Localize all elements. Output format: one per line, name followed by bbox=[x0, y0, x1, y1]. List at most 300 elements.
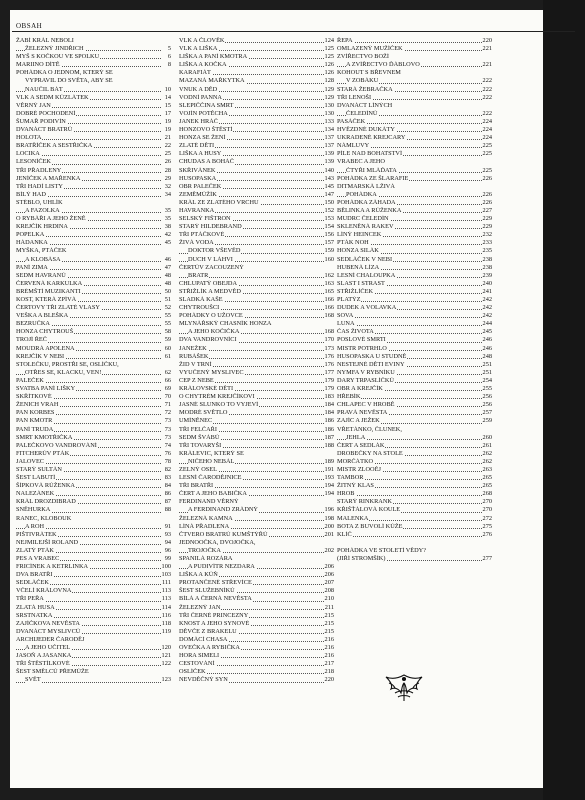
toc-dot-leader bbox=[337, 42, 482, 43]
toc-entry bbox=[337, 191, 492, 199]
toc-page-number: 218 bbox=[324, 668, 334, 676]
toc-entry bbox=[179, 256, 334, 264]
toc-page-number: 103 bbox=[161, 571, 171, 579]
toc-page-number: 251 bbox=[482, 368, 492, 376]
toc-entry bbox=[16, 69, 171, 77]
toc-entry-title: JEHLA bbox=[346, 433, 366, 441]
toc-page-number: 66 bbox=[161, 377, 171, 385]
toc-entry-title: HUBENÁ LÍZA bbox=[337, 263, 380, 271]
toc-entry-title: OBR PALEČEK bbox=[179, 182, 222, 190]
toc-page-number: 207 bbox=[324, 579, 334, 587]
toc-entry-title: MAZANÁ MAŘKYTKA bbox=[179, 77, 245, 85]
toc-entry bbox=[179, 498, 334, 506]
toc-entry-title: MLYNÁŘSKÝ CHASNÍK HONZA bbox=[179, 320, 272, 328]
toc-entry bbox=[337, 377, 492, 385]
toc-entry bbox=[16, 61, 171, 69]
toc-entry bbox=[179, 150, 334, 158]
toc-entry bbox=[337, 401, 492, 409]
toc-entry bbox=[179, 450, 334, 458]
toc-entry bbox=[16, 668, 171, 676]
toc-entry-title: ČERTOVY TŘI ZLATÉ VLASY bbox=[16, 304, 100, 312]
toc-entry bbox=[179, 466, 334, 474]
toc-entry-title: LESNÍ CHALOUPKA bbox=[337, 271, 396, 279]
toc-entry-title: SLAST I STRAST bbox=[337, 279, 385, 287]
toc-entry-title: (JIŘÍ STROMŠÍK) bbox=[337, 555, 386, 562]
toc-entry-title: LIŠKA A KŮŇ bbox=[179, 571, 218, 579]
toc-entry-title: VLK A SEDM KŮZLÁTEK bbox=[16, 93, 89, 101]
toc-entry bbox=[16, 377, 171, 385]
toc-entry-title: NEJMILEJŠÍ ROLAND bbox=[16, 538, 79, 546]
toc-entry bbox=[179, 94, 334, 102]
toc-page-number: 196 bbox=[324, 506, 334, 514]
toc-entry-title: STOLEČKU, PROSTŘI SE, OSLÍČKU, bbox=[16, 360, 119, 368]
toc-page-number: 220 bbox=[482, 37, 492, 44]
toc-page-number: 111 bbox=[162, 579, 171, 587]
toc-entry-title: ZAJÍČKOVA NEVĚSTA bbox=[16, 619, 80, 627]
toc-page-number: 240 bbox=[482, 279, 492, 287]
toc-entry bbox=[179, 676, 334, 684]
toc-page-number: 277 bbox=[482, 555, 492, 562]
toc-page-number: 5 bbox=[161, 45, 171, 53]
toc-page-number: 10 bbox=[161, 86, 171, 94]
toc-entry-title: STARÝ RINKRANK bbox=[337, 498, 392, 506]
toc-entry bbox=[16, 612, 171, 620]
toc-entry-title: VČELÍ KRÁLOVNA bbox=[16, 587, 72, 595]
toc-entry-title: UMÍNĚNEC bbox=[179, 417, 213, 425]
toc-page-number: 73 bbox=[161, 426, 171, 434]
toc-page-number: 128 bbox=[324, 77, 334, 85]
toc-page-number: 225 bbox=[482, 150, 492, 158]
toc-page-number: 210 bbox=[324, 595, 334, 603]
toc-entry-title: POHÁDKA ZE ŠLARAFIE bbox=[337, 174, 409, 182]
toc-page-number: 113 bbox=[161, 595, 171, 603]
toc-entry bbox=[337, 353, 492, 361]
toc-entry bbox=[179, 604, 334, 612]
toc-entry bbox=[337, 272, 492, 280]
toc-entry bbox=[16, 442, 171, 450]
toc-page-number: 137 bbox=[324, 134, 334, 142]
toc-entry-title: MALENKA bbox=[337, 514, 369, 522]
toc-entry bbox=[337, 531, 492, 539]
toc-entry-title: STŘIŽLÍČEK bbox=[337, 287, 374, 295]
toc-entry bbox=[337, 167, 492, 175]
toc-entry bbox=[16, 134, 171, 142]
toc-page-number: 100 bbox=[161, 563, 171, 571]
toc-entry bbox=[179, 652, 334, 660]
toc-entry bbox=[16, 539, 171, 547]
toc-entry bbox=[179, 102, 334, 110]
toc-entry bbox=[337, 239, 492, 247]
toc-page-number: 113 bbox=[161, 587, 171, 595]
toc-page-number: 38 bbox=[161, 223, 171, 231]
toc-entry bbox=[16, 37, 171, 45]
toc-entry-title: ČERT A JEHO BABIČKA bbox=[179, 490, 247, 498]
toc-entry-title: DITMARSKÁ LŽIVÁ bbox=[337, 182, 395, 190]
toc-entry bbox=[337, 102, 492, 110]
ornament-icon bbox=[383, 673, 425, 703]
toc-entry bbox=[337, 247, 492, 255]
toc-entry-title: TŘI ČERNÉ PRINCEZNY bbox=[179, 611, 249, 619]
toc-page-number: 126 bbox=[324, 61, 334, 69]
toc-entry-title: HORA SIMELI bbox=[179, 652, 220, 660]
toc-column-1 bbox=[16, 37, 171, 685]
toc-page-number: 227 bbox=[482, 206, 492, 214]
toc-entry bbox=[337, 426, 492, 434]
toc-page-number: 72 bbox=[161, 409, 171, 417]
toc-entry-title: VRABEC A JEHO bbox=[337, 158, 385, 166]
toc-page-number: 238 bbox=[482, 263, 492, 271]
toc-entry bbox=[337, 77, 492, 85]
toc-entry bbox=[337, 126, 492, 134]
toc-entry bbox=[16, 595, 171, 603]
toc-entry bbox=[16, 555, 171, 563]
toc-entry bbox=[179, 231, 334, 239]
toc-entry bbox=[179, 353, 334, 361]
toc-entry-title: SLADKÁ KAŠE bbox=[179, 296, 223, 303]
toc-entry bbox=[179, 555, 334, 563]
toc-page-number: 262 bbox=[482, 449, 492, 457]
toc-entry bbox=[337, 506, 492, 514]
toc-entry-title: STARÁ ŽEBRAČKA bbox=[337, 85, 393, 93]
toc-entry bbox=[179, 37, 334, 45]
toc-entry bbox=[16, 385, 171, 393]
toc-entry-title: VYPRAVIL DO SVĚTA, ABY SE bbox=[25, 77, 113, 85]
toc-page-number: 84 bbox=[161, 482, 171, 490]
toc-page-number: 82 bbox=[161, 466, 171, 474]
toc-page-number: 246 bbox=[482, 336, 492, 344]
toc-entry bbox=[179, 304, 334, 312]
toc-page-number: 183 bbox=[324, 393, 334, 401]
toc-entry-title: TŘI LENOŠI bbox=[337, 93, 372, 101]
toc-entry bbox=[179, 247, 334, 255]
toc-entry bbox=[337, 296, 492, 304]
toc-entry bbox=[16, 94, 171, 102]
toc-page-number: 51 bbox=[161, 296, 171, 304]
toc-entry-title: OTŘES SE, KLACKU, VEN! bbox=[25, 368, 102, 376]
toc-entry bbox=[337, 118, 492, 126]
toc-entry bbox=[179, 579, 334, 587]
toc-entry bbox=[16, 336, 171, 344]
toc-entry-title: VNUK A DĚD bbox=[179, 85, 218, 93]
toc-entry bbox=[179, 377, 334, 385]
toc-page-number: 215 bbox=[324, 619, 334, 627]
toc-entry bbox=[16, 571, 171, 579]
toc-entry bbox=[16, 183, 171, 191]
toc-page-number: 15 bbox=[161, 102, 171, 110]
toc-entry bbox=[337, 523, 492, 531]
toc-page-number: 35 bbox=[161, 215, 171, 223]
toc-entry bbox=[179, 86, 334, 94]
toc-entry-title: O CHYTRÉM KREJČÍKOVI bbox=[179, 393, 255, 401]
toc-page-number: 260 bbox=[482, 433, 492, 441]
toc-entry bbox=[16, 110, 171, 118]
toc-entry-title: DOMÁCÍ CHASA bbox=[179, 635, 228, 643]
toc-entry bbox=[179, 264, 334, 272]
toc-entry-title: STARÝ SULTÁN bbox=[16, 465, 62, 473]
toc-entry bbox=[179, 369, 334, 377]
toc-page-number: 206 bbox=[324, 563, 334, 571]
toc-entry-title: SKLENĚNÁ RAKEV bbox=[337, 223, 394, 231]
toc-page-number: 160 bbox=[324, 255, 334, 263]
toc-entry-title: ŠEST SMĚLCŮ PŘEMŮŽE bbox=[16, 668, 89, 676]
toc-entry-title: SOVA bbox=[337, 312, 354, 320]
toc-entry-title: ŽELEZNÝ JAN bbox=[179, 603, 221, 611]
toc-entry bbox=[337, 231, 492, 239]
toc-entry bbox=[16, 272, 171, 280]
toc-entry bbox=[16, 45, 171, 53]
toc-page-number: 176 bbox=[324, 352, 334, 360]
toc-page-number: 159 bbox=[324, 247, 334, 255]
toc-page-number: 123 bbox=[161, 676, 171, 684]
toc-entry-title: POHÁDKA ZÁHADA bbox=[337, 198, 396, 206]
toc-page-number: 58 bbox=[161, 328, 171, 336]
toc-entry-title: TAMBOR bbox=[337, 474, 364, 482]
toc-page-number: 193 bbox=[324, 474, 334, 482]
toc-entry bbox=[16, 426, 171, 434]
toc-entry bbox=[16, 86, 171, 94]
toc-entry bbox=[179, 571, 334, 579]
toc-entry-title: A KLOBÁSA bbox=[25, 255, 61, 263]
toc-entry-title: DOKTOR VŠEVĚD bbox=[188, 247, 241, 255]
toc-page-number: 130 bbox=[324, 109, 334, 117]
toc-entry-title: TŘI ŠTĚSTÍLKOVÉ bbox=[16, 660, 70, 668]
toc-entry bbox=[16, 280, 171, 288]
toc-entry bbox=[179, 620, 334, 628]
toc-entry-title: ŽELEZNÝ JINDŘICH bbox=[25, 45, 84, 53]
toc-page-number: 202 bbox=[324, 546, 334, 554]
toc-page-number: 129 bbox=[324, 85, 334, 93]
toc-entry bbox=[16, 328, 171, 336]
toc-page-number: 276 bbox=[482, 530, 492, 538]
toc-entry-title: VŘETÁNKO, ČLUNEK, bbox=[337, 425, 402, 433]
toc-entry bbox=[337, 110, 492, 118]
toc-entry-title: MARIINO DÍTĚ bbox=[16, 61, 60, 69]
toc-entry-title: MYŠ S KOČKOU VE SPOLKU bbox=[16, 53, 100, 61]
toc-page-number: 215 bbox=[324, 627, 334, 635]
toc-entry-title: PANÍ ZIMA bbox=[16, 263, 48, 271]
toc-page-number: 229 bbox=[482, 223, 492, 231]
toc-entry bbox=[337, 134, 492, 142]
toc-page-number: 248 bbox=[482, 352, 492, 360]
toc-page-number: 166 bbox=[324, 296, 334, 303]
toc-entry-title: OSLÍČEK bbox=[179, 668, 206, 676]
toc-entry bbox=[337, 94, 492, 102]
toc-entry bbox=[337, 158, 492, 166]
toc-page-number: 34 bbox=[161, 191, 171, 199]
toc-entry-title: JANEŽEK bbox=[179, 344, 207, 352]
toc-entry-title: LUNA bbox=[337, 320, 355, 328]
toc-entry-title: KRÁL ZE ZLATÉHO VRCHU bbox=[179, 198, 259, 206]
toc-entry-title: HUSOPASKA bbox=[179, 174, 217, 182]
toc-page-number: 73 bbox=[161, 434, 171, 442]
toc-entry-title: MUDRC ČELEDÍN bbox=[337, 215, 389, 223]
toc-entry-title: NEVDĚČNÝ SYN bbox=[179, 676, 228, 684]
toc-page-number: 42 bbox=[161, 231, 171, 239]
toc-entry bbox=[16, 628, 171, 636]
toc-entry bbox=[337, 215, 492, 223]
toc-entry bbox=[179, 61, 334, 69]
toc-entry bbox=[337, 53, 492, 61]
toc-entry-title: ŽID V TRNÍ bbox=[179, 360, 212, 368]
toc-dot-leader bbox=[337, 495, 482, 496]
toc-entry bbox=[179, 612, 334, 620]
toc-entry-title: ŽIVÁ VODA bbox=[179, 239, 214, 247]
toc-entry-title: OBR A KREJČÍK bbox=[337, 385, 383, 393]
toc-page-number: 168 bbox=[324, 328, 334, 336]
toc-page-number: 275 bbox=[482, 522, 492, 530]
toc-page-number: 22 bbox=[161, 142, 171, 150]
toc-page-number: 96 bbox=[161, 547, 171, 555]
toc-entry bbox=[179, 199, 334, 207]
toc-page-number: 256 bbox=[482, 393, 492, 401]
toc-entry-title: DOBRÉ POCHODENÍ bbox=[16, 109, 76, 117]
toc-page-number: 94 bbox=[161, 539, 171, 547]
toc-entry-title: VEŠKA A BLEŠKA bbox=[16, 312, 69, 320]
toc-entry bbox=[337, 150, 492, 158]
toc-entry bbox=[179, 272, 334, 280]
toc-entry bbox=[16, 77, 171, 85]
toc-page-number: 186 bbox=[324, 425, 334, 433]
toc-entry bbox=[179, 320, 334, 328]
toc-page-number: 46 bbox=[161, 256, 171, 264]
toc-entry bbox=[179, 547, 334, 555]
toc-entry bbox=[16, 239, 171, 247]
toc-entry-title: DĚVČE Z BRAKELU bbox=[179, 627, 237, 635]
toc-page-number: 152 bbox=[324, 206, 334, 214]
toc-page-number: 121 bbox=[161, 652, 171, 660]
toc-entry bbox=[179, 401, 334, 409]
toc-entry bbox=[179, 239, 334, 247]
toc-entry bbox=[337, 474, 492, 482]
toc-entry-title: ŽABÍ KRÁL NEBOLI bbox=[16, 37, 74, 44]
toc-page-number: 130 bbox=[324, 101, 334, 109]
toc-entry-title: A JEHO KOČIČKA bbox=[188, 328, 240, 336]
toc-entry-title: TROJOČKA bbox=[188, 546, 221, 554]
toc-page-number: 166 bbox=[324, 304, 334, 312]
toc-page-number: 177 bbox=[324, 368, 334, 376]
toc-entry-title: PROTANČENÉ STŘEVÍCE bbox=[179, 579, 252, 587]
toc-entry-title: BEZRUČKA bbox=[16, 320, 50, 328]
toc-page-number: 186 bbox=[324, 417, 334, 425]
toc-entry bbox=[179, 409, 334, 417]
toc-page-number: 50 bbox=[161, 288, 171, 296]
toc-page-number: 211 bbox=[324, 603, 334, 611]
toc-page-number: 224 bbox=[482, 126, 492, 134]
toc-entry bbox=[179, 158, 334, 166]
toc-entry bbox=[16, 636, 171, 644]
toc-entry-title: DROBEČKY NA STOLE bbox=[337, 449, 403, 457]
toc-entry-title: JEDNOOČKA, DVOJOČKA, bbox=[179, 538, 256, 546]
toc-page-number: 179 bbox=[324, 376, 334, 384]
toc-entry-title: HONZA CHYTROUŠ bbox=[16, 328, 74, 336]
toc-column-3 bbox=[337, 37, 492, 563]
toc-page-number: 14 bbox=[161, 94, 171, 102]
toc-page-number: 226 bbox=[482, 198, 492, 206]
toc-entry-title: VLK A LIŠKA bbox=[179, 45, 218, 53]
toc-page-number: 208 bbox=[324, 587, 334, 595]
toc-entry-title: LESONÍČEK bbox=[16, 158, 51, 166]
toc-page-number: 137 bbox=[324, 142, 334, 150]
toc-dot-leader bbox=[337, 536, 482, 537]
toc-entry-title: HVĚZDNÉ DUKÁTY bbox=[337, 126, 395, 134]
toc-entry-title: POHÁDKA bbox=[346, 190, 377, 198]
toc-page-number: 225 bbox=[482, 142, 492, 150]
toc-entry bbox=[16, 102, 171, 110]
toc-entry bbox=[16, 191, 171, 199]
toc-entry-title: FERDINAND VĚRNÝ bbox=[179, 498, 239, 506]
toc-page-number: 265 bbox=[482, 482, 492, 490]
toc-page-number: 48 bbox=[161, 280, 171, 288]
toc-entry-title: PALEČEK bbox=[16, 376, 44, 384]
toc-page-number: 88 bbox=[161, 506, 171, 514]
toc-page-number: 261 bbox=[482, 441, 492, 449]
toc-page-number: 222 bbox=[482, 93, 492, 101]
toc-entry bbox=[179, 45, 334, 53]
toc-entry bbox=[337, 336, 492, 344]
toc-entry-title: MORČÁTKO bbox=[337, 457, 374, 465]
toc-entry-title: HŘEBÍK bbox=[337, 393, 361, 401]
toc-entry bbox=[337, 328, 492, 336]
toc-entry-title: STŘIŽLÍK A MEDVĚD bbox=[179, 287, 241, 295]
toc-entry-title: NAUČIL BÁT bbox=[25, 85, 63, 93]
toc-entry-title: ŠUMAŘ PODIVÍN bbox=[16, 117, 66, 125]
toc-entry bbox=[16, 369, 171, 377]
toc-entry-title: TŘI PTÁČKOVÉ bbox=[179, 231, 225, 239]
toc-entry-title: DVA BRATŘI bbox=[16, 571, 53, 579]
toc-entry-title: SEDLÁČEK bbox=[16, 579, 49, 587]
toc-entry-title: SNĚHURKA bbox=[16, 506, 51, 514]
toc-entry-title: SVATBA PANÍ LIŠKY bbox=[16, 385, 76, 393]
toc-entry-title: PRAVÁ NEVĚSTA bbox=[337, 409, 388, 417]
toc-entry-title: PAN KMOTR bbox=[16, 417, 53, 425]
toc-entry-title: A FAZOLKA bbox=[25, 206, 60, 214]
toc-entry-title: O RYBÁŘI A JEHO ŽENĚ bbox=[16, 215, 86, 223]
toc-entry bbox=[16, 264, 171, 272]
toc-page-number: 19 bbox=[161, 118, 171, 126]
toc-entry-title: ŠEST LABUTÍ bbox=[16, 474, 56, 482]
toc-entry bbox=[179, 345, 334, 353]
toc-dot-leader bbox=[337, 325, 482, 326]
toc-entry bbox=[337, 320, 492, 328]
toc-page-number: 224 bbox=[482, 117, 492, 125]
toc-page-number: 61 bbox=[161, 353, 171, 361]
toc-page-number: 242 bbox=[482, 312, 492, 320]
toc-entry-title: BRÉMŠTÍ MUZIKANTI bbox=[16, 287, 81, 295]
toc-entry-title: BÍLÁ A ČERNÁ NEVĚSTA bbox=[179, 595, 252, 603]
toc-page-number: 32 bbox=[161, 183, 171, 191]
toc-entry bbox=[16, 353, 171, 361]
toc-page-number: 76 bbox=[161, 450, 171, 458]
toc-entry-title: RANEC, KLOBOUK bbox=[16, 514, 72, 522]
toc-entry-title: ŽITNÝ KLAS bbox=[337, 482, 374, 490]
toc-page-number: 83 bbox=[161, 474, 171, 482]
toc-entry-title: NALEZÁNEK bbox=[16, 490, 55, 498]
toc-entry-title: FRICÍNEK A KETRLINKA bbox=[16, 563, 89, 571]
toc-entry bbox=[16, 676, 171, 684]
toc-entry-title: OMLAZENÝ MUŽÍČEK bbox=[337, 45, 403, 53]
toc-page-number: 262 bbox=[482, 457, 492, 465]
toc-entry bbox=[16, 167, 171, 175]
toc-entry-title: VODNÍ PANNA bbox=[179, 93, 222, 101]
toc-page-number: 179 bbox=[324, 385, 334, 393]
toc-entry-title: LIŠKA A KOČKA bbox=[179, 61, 227, 69]
toc-page-number: 133 bbox=[324, 117, 334, 125]
toc-entry bbox=[16, 563, 171, 571]
toc-page-number: 254 bbox=[482, 376, 492, 384]
toc-entry-title: SELSKÝ FIŠTRON bbox=[179, 215, 231, 223]
toc-entry bbox=[16, 53, 171, 61]
toc-entry bbox=[16, 288, 171, 296]
